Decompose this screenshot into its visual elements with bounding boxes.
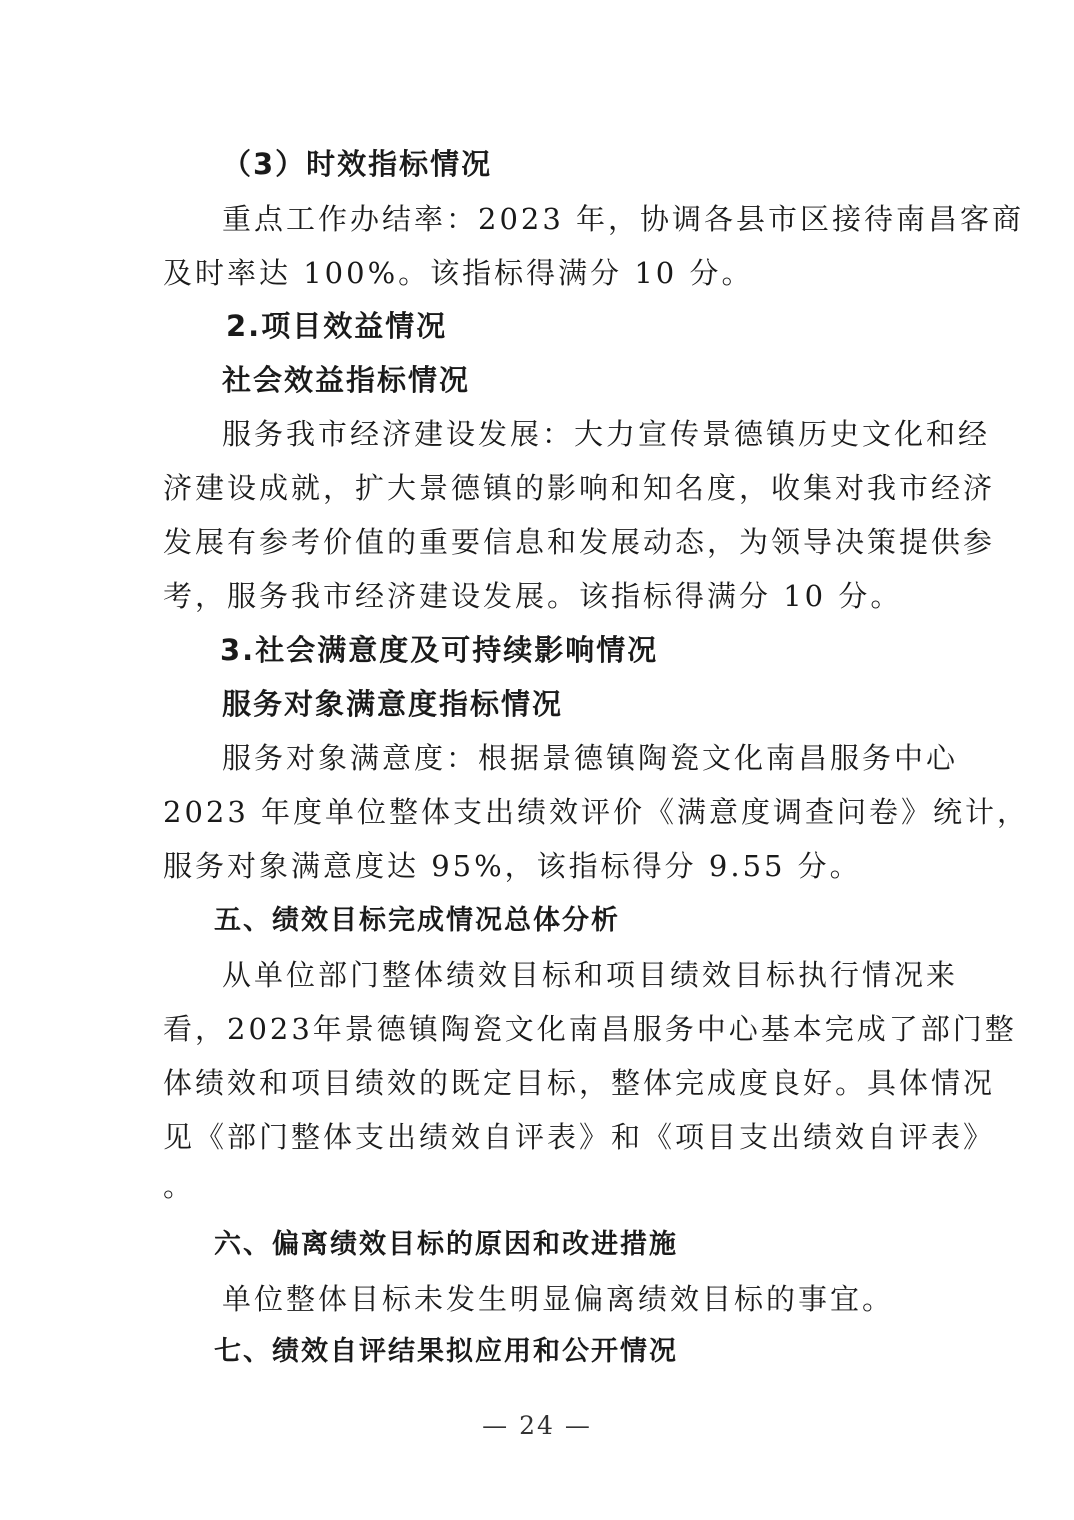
paragraph-line: 从单位部门整体绩效目标和项目绩效目标执行情况来 bbox=[222, 958, 959, 992]
section-heading: 六、偏离绩效目标的原因和改进措施 bbox=[214, 1229, 678, 1260]
paragraph-line: 看，2023年景德镇陶瓷文化南昌服务中心基本完成了部门整 bbox=[163, 1012, 1017, 1046]
subsection-heading: 社会效益指标情况 bbox=[222, 363, 471, 397]
paragraph-line: 单位整体目标未发生明显偏离绩效目标的事宜。 bbox=[222, 1282, 895, 1316]
paragraph-line: 服务对象满意度达 95%，该指标得分 9.55 分。 bbox=[163, 849, 862, 883]
subsection-heading: 2.项目效益情况 bbox=[226, 309, 448, 343]
paragraph-line: 济建设成就，扩大景德镇的影响和知名度，收集对我市经济 bbox=[163, 471, 996, 505]
paragraph-line: 服务我市经济建设发展：大力宣传景德镇历史文化和经 bbox=[222, 417, 991, 451]
section-heading: 五、绩效目标完成情况总体分析 bbox=[214, 905, 620, 936]
paragraph-line: 。 bbox=[163, 1169, 196, 1203]
subsection-heading: 3.社会满意度及可持续影响情况 bbox=[220, 633, 659, 667]
section-heading: 七、绩效自评结果拟应用和公开情况 bbox=[214, 1336, 678, 1367]
subsection-heading: （3）时效指标情况 bbox=[222, 147, 493, 181]
paragraph-line: 发展有参考价值的重要信息和发展动态，为领导决策提供参 bbox=[163, 525, 996, 559]
paragraph-line: 及时率达 100%。该指标得满分 10 分。 bbox=[163, 256, 754, 290]
paragraph-line: 重点工作办结率：2023 年，协调各县市区接待南昌客商 bbox=[222, 202, 1025, 236]
page-number: — 24 — bbox=[482, 1411, 592, 1440]
paragraph-line: 2023 年度单位整体支出绩效评价《满意度调查问卷》统计， bbox=[163, 795, 1030, 829]
subsection-heading: 服务对象满意度指标情况 bbox=[222, 687, 564, 721]
paragraph-line: 考，服务我市经济建设发展。该指标得满分 10 分。 bbox=[163, 579, 903, 613]
paragraph-line: 服务对象满意度：根据景德镇陶瓷文化南昌服务中心 bbox=[222, 741, 959, 775]
paragraph-line: 体绩效和项目绩效的既定目标，整体完成度良好。具体情况 bbox=[163, 1066, 996, 1100]
paragraph-line: 见《部门整体支出绩效自评表》和《项目支出绩效自评表》 bbox=[163, 1120, 996, 1154]
